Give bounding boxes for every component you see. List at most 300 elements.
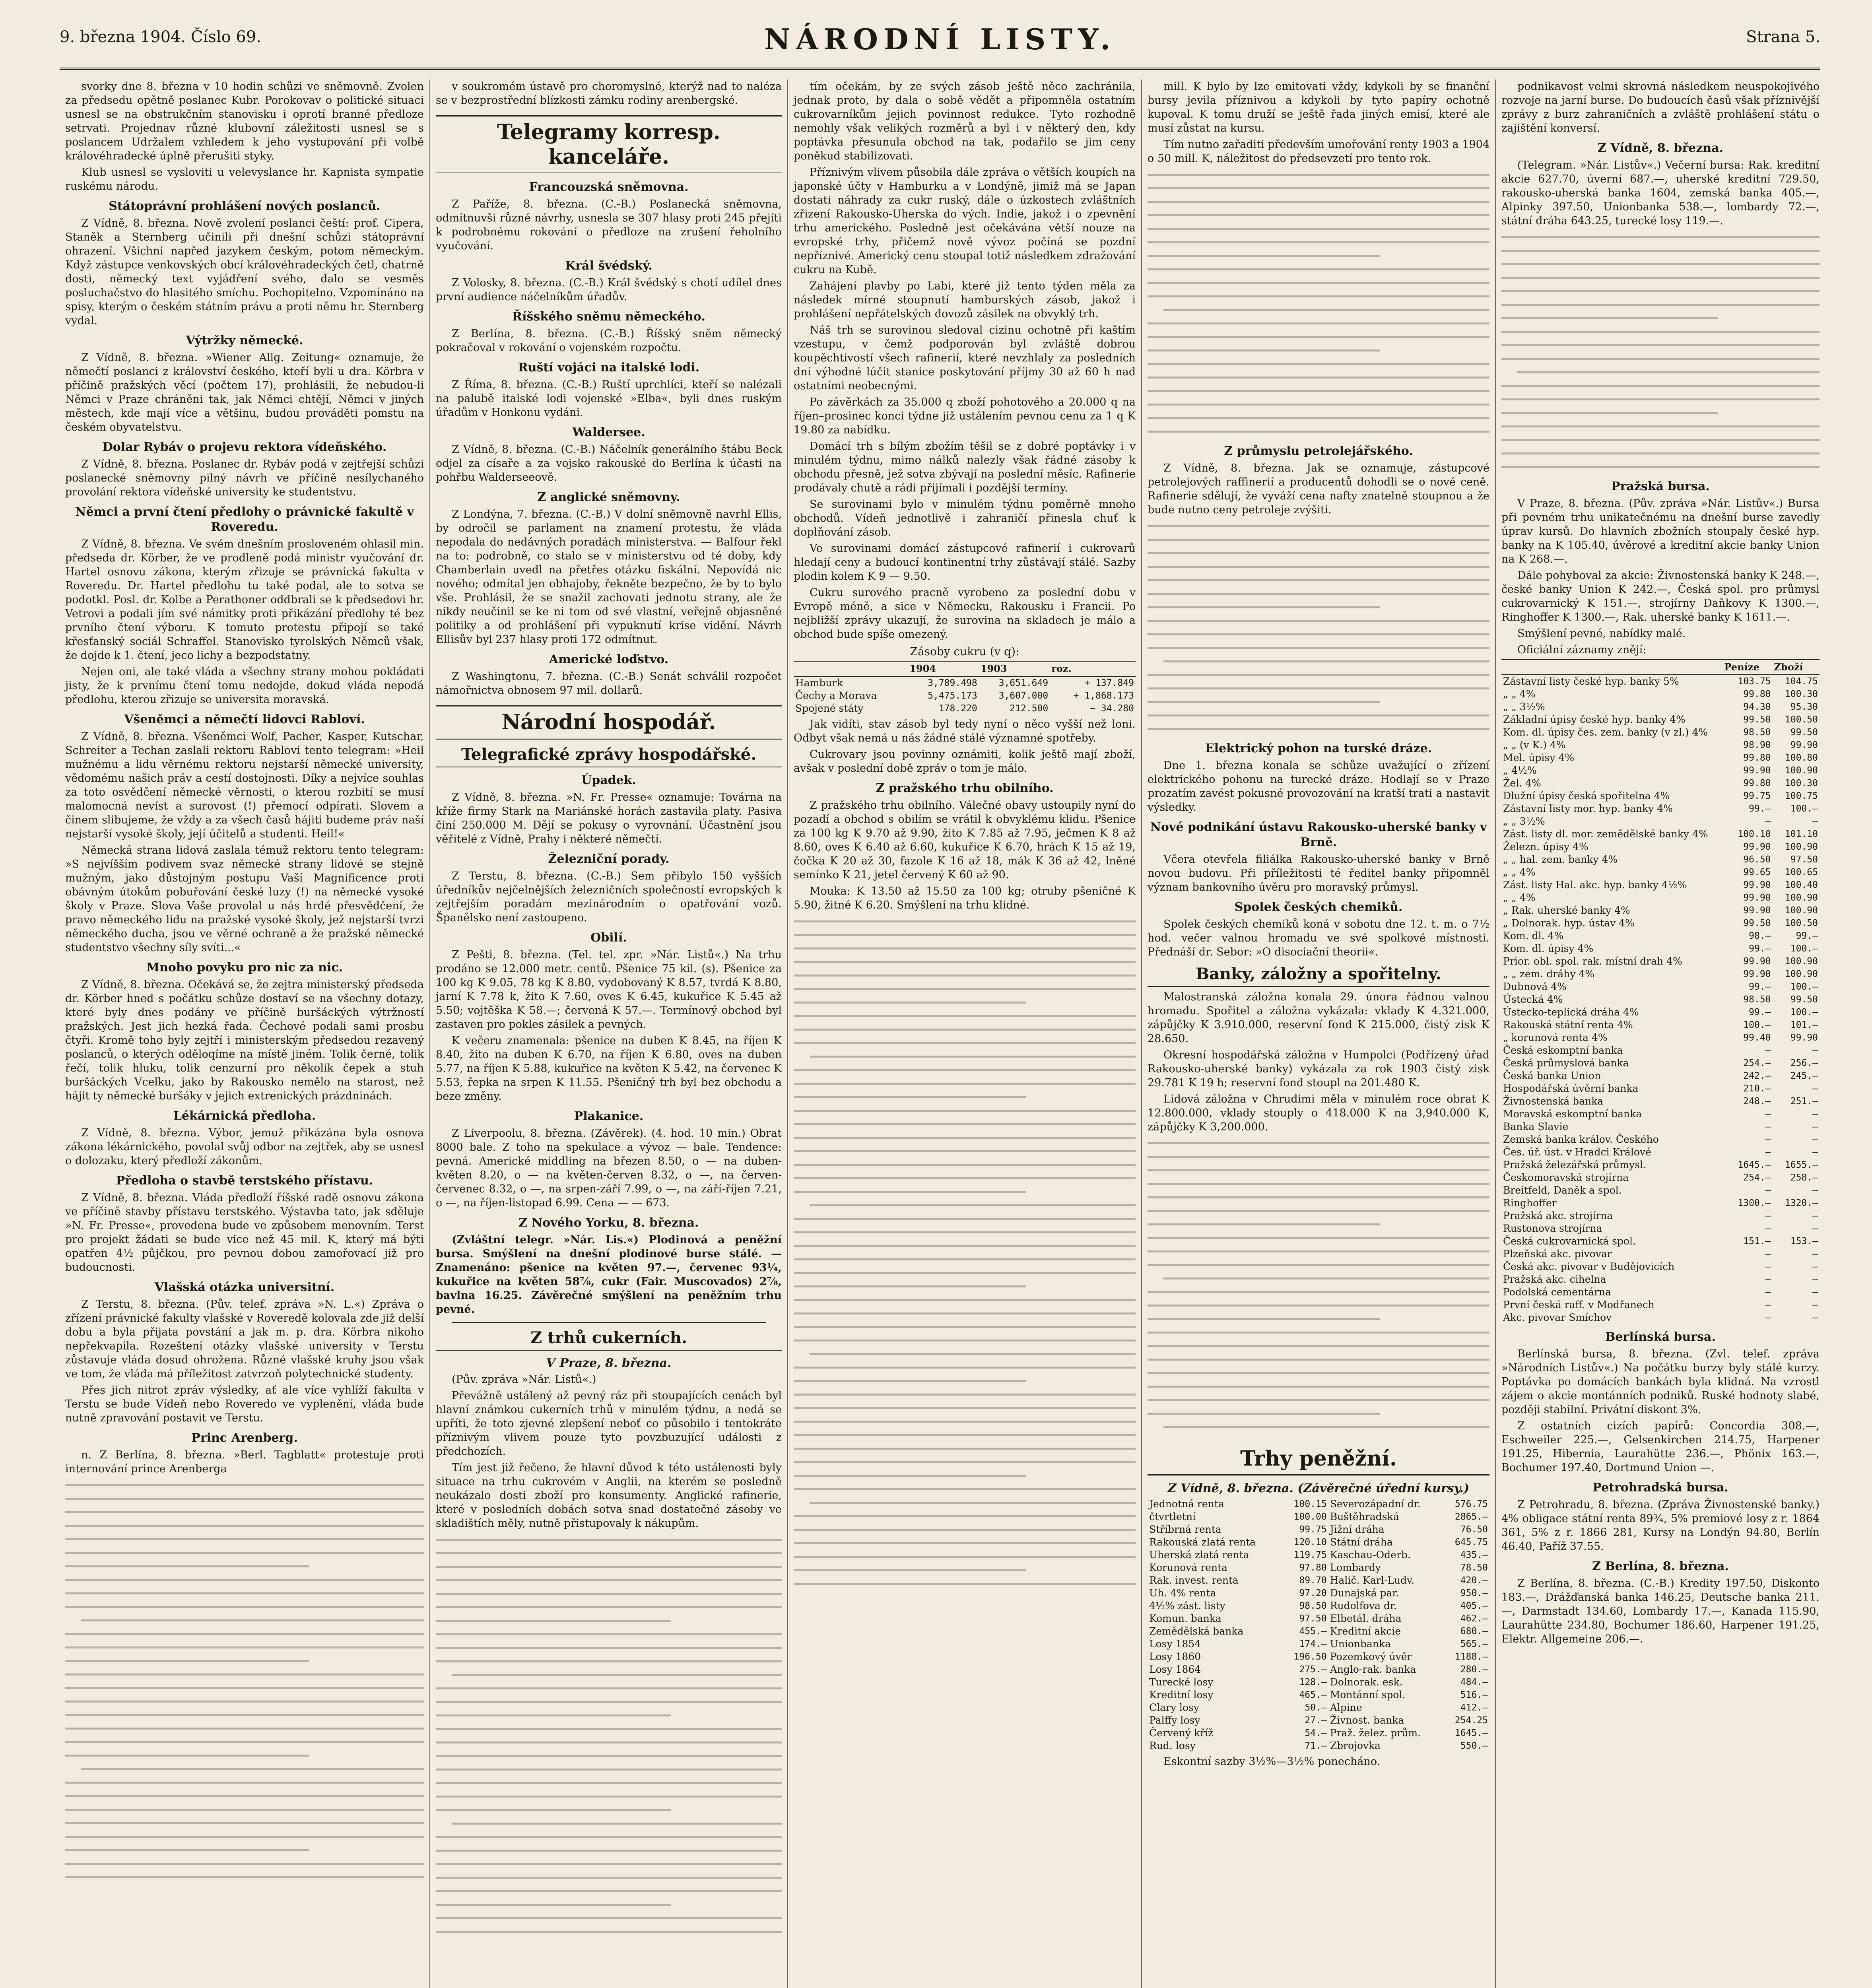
table-cell: —	[1765, 1147, 1771, 1157]
table-cell: —	[1812, 816, 1818, 827]
table-cell: 100.—	[1790, 944, 1818, 954]
article-heading: Němci a první čtení předlohy o právnické fakultě v Roveredu.	[75, 505, 414, 534]
article-text: Tím jest již řečeno, že hlavní důvod k této ustálenosti byly situace na trhu cukrovém v Anglii, na kterém se posledně neukázalo dosti zboží pro konsumenty. Anglické rafinerie, které v posledních dobách sotva snad dostatečné zásoby ve skladištích měly, nutně přistupovaly k nákupům.	[436, 1462, 782, 1530]
table-cell: Zást. listy Hal. akc. hyp. banky 4½%	[1503, 879, 1687, 891]
table-cell: čtvrtletní	[1149, 1511, 1196, 1522]
table-cell: 99.65	[1743, 867, 1771, 878]
table-cell: 99.80	[1743, 778, 1771, 788]
table-cell: 99.90	[1743, 969, 1771, 979]
article-heading: Z anglické sněmovny.	[537, 490, 680, 504]
quote-row	[1501, 1299, 1820, 1311]
table-cell: 100.30	[1785, 778, 1818, 788]
table-cell: Unionbanka	[1330, 1638, 1391, 1650]
table-cell: —	[1765, 1109, 1771, 1119]
quote-row	[1501, 1095, 1820, 1108]
article-text: Nejen oni, ale také vláda a všechny strany mohou pokládati jisty, že k prvnímu čtení tomu nedojde, dokud vláda nepodá předlohu, kterou zřizuje se universita moravská.	[65, 666, 424, 706]
article-heading: V Praze, 8. března.	[546, 1356, 672, 1370]
quote-row	[1148, 1498, 1489, 1510]
article-text: Z Vídně, 8. března. Všeněmci Wolf, Pacher, Kasper, Kutschar, Schreiter a Techan zaslali rektoru Rablovi tento telegram: »Heil mužnému a lidu věrnému rektoru nejstarší německé university, vědomému našich práv a cestí dostojnosti. Díky a nejvíce souhlas za toto osvědčení německé věrnosti, o kterou rozbití se musí malomocná nevíst a surovost (!) přemocí odpírati. Slovem a činem slibujeme, že vždy a za všech časů hájiti budeme práv naší nejstarší vysoké školy, její účitelů a studenti. Heil!«	[65, 730, 424, 840]
table-cell: Dubnová 4%	[1503, 981, 1567, 992]
table-cell: —	[1812, 1211, 1818, 1221]
text-filler	[1148, 168, 1489, 438]
article-heading: Dolar Rybáv o projevu rektora vídeňského.	[102, 440, 387, 454]
table-cell: Rakouská zlatá renta	[1149, 1536, 1256, 1548]
article-text: Převážně ustálený až pevný ráz při stoupajících cenách byl hlavní známkou cukerních trhů v minulém týdnu, a nedá se upříti, že toto zjevné zlepšení neboť co působilo i tentokráte příznivým vlivem pouze tyto povzbuzující události z předchozích.	[436, 1390, 782, 1458]
article-heading: Výtržky německé.	[186, 334, 303, 348]
vienna-quotes-table	[1148, 1498, 1489, 1752]
table-cell: 99.—	[1749, 1007, 1771, 1017]
table-cell: 100.40	[1785, 880, 1818, 890]
table-cell: 99.50	[1790, 727, 1818, 738]
article-heading: Petrohradská bursa.	[1592, 1481, 1728, 1495]
table-cell: Anglo-rak. banka	[1330, 1664, 1416, 1675]
table-cell: Severozápadní dr.	[1330, 1498, 1421, 1510]
table-cell: 99.—	[1749, 982, 1771, 992]
page-number: Strana 5.	[1746, 28, 1820, 46]
article-heading: Obilí.	[590, 931, 627, 945]
article-text: (Telegram. »Nár. Listův«.) Večerní bursa: Rak. kreditní akcie 627.70, úverní 687.—, uherské kreditní 729.50, rakousko-uherská banka 1604, zemská banka 405.—, Alpinky 397.50, Unionbanka 538.—, lombardy 72.—, státní dráha 643.25, turecké losy 119.—.	[1501, 159, 1820, 227]
table-cell: 99.90	[1743, 842, 1771, 852]
table-cell: 258.—	[1790, 1173, 1818, 1183]
table-cell: Železn. úpisy 4%	[1503, 841, 1588, 852]
table-cell: „ „ zem. dráhy 4%	[1503, 968, 1595, 980]
article-text: Tím nutno zařaditi především umořování renty 1903 a 1904 o 50 mill. K, náležitost do předsevzetí pro tento rok.	[1148, 138, 1489, 165]
table-cell: 2865.—	[1454, 1512, 1488, 1522]
table-cell: 89.70	[1299, 1575, 1327, 1586]
quote-row	[1501, 955, 1820, 968]
quote-row	[1148, 1549, 1489, 1561]
table-cell: 99.50	[1790, 994, 1818, 1005]
article-heading: Z Nového Yorku, 8. března.	[518, 1216, 699, 1230]
article-heading: Plakanice.	[574, 1109, 644, 1123]
table-cell: Losy 1860	[1149, 1651, 1201, 1662]
table-cell: Turecké losy	[1149, 1676, 1214, 1688]
table-cell: —	[1765, 1223, 1771, 1234]
table-cell: Pražská akc. strojírna	[1503, 1210, 1613, 1221]
table-cell: roz.	[1050, 661, 1136, 676]
table-cell: 96.50	[1743, 854, 1771, 865]
table-cell: Ústecká 4%	[1503, 994, 1563, 1005]
table-cell: Česká akc. pivovar v Budějovicích	[1503, 1261, 1675, 1272]
table-cell: 245.—	[1790, 1071, 1818, 1081]
table-cell: —	[1765, 1249, 1771, 1259]
table-cell: + 1,868.173	[1073, 691, 1134, 701]
table-cell: 78.50	[1460, 1563, 1488, 1573]
table-cell: Kom. dl. úpisy 4%	[1503, 943, 1594, 954]
quote-row	[1501, 1260, 1820, 1273]
table-cell: Čechy a Morava	[795, 690, 877, 701]
article-text: Z Vídně, 8. března. Očekává se, že zejtra ministerský předseda dr. Körber hned s počátku schůze dostaví se na všechny dotazy, které byly dnes podány ve příčině buršáckých výtržností pražských. Jest jich hezká řada. Čechové podali sami prosbu čtyři. Kromě toho byly zejtří i ministerským předsedou rezavený poslanců, o kterých oděloqíme na místě jiném. Tolik černé, tolik řečí, tolik hluku, tolik cenzurní pro několik čepek a stuh buršáckých Vcelku, jako by Rakousko nemělo na starost, než hájit ty německé buršáky v jejich extrenických prázdninách.	[65, 978, 424, 1102]
table-cell: Lombardy	[1330, 1562, 1381, 1573]
table-cell: „ „ 4%	[1503, 866, 1536, 878]
table-cell: —	[1812, 1083, 1818, 1094]
table-cell: 576.75	[1454, 1499, 1488, 1509]
table-cell: 100.90	[1785, 969, 1818, 979]
article-text: Domácí trh s bílým zbožím těšil se z dobré poptávky i v minulém týdnu, mimo nálků nalezly však řádné zásoby k obchodu přesně, jež sotva zbývají na poslední měsíc. Rafinerie prodávaly chutě a rádi přijímali i pozdější termíny.	[794, 440, 1136, 494]
table-cell: 95.30	[1790, 702, 1818, 712]
column-5	[1495, 80, 1825, 1988]
table-cell: 248.—	[1743, 1096, 1771, 1107]
article-text: Z Říma, 8. března. (C.-B.) Ruští uprchlíci, kteří se nalézali na palubě italské lodi vojenské »Elba«, byli dnes ruským úřadům v Honkonu vydáni.	[436, 379, 782, 419]
table-cell: „ 4½%	[1503, 765, 1537, 776]
article-text: Z Vídně, 8. března. Výbor, jemuž přikázána byla osnova zákona lékárnického, povolal svůj odbor na zejtřek, aby se usnesl o dolozaku, který předloží zákonům.	[65, 1127, 424, 1167]
table-cell: 420.—	[1460, 1575, 1488, 1586]
article-text: Lidová záložna v Chrudimi měla v minulém roce obrat K 12.800.000, vklady stouply o 418.000 K na 3,940.000 K, zápůjčky K 3,200.000.	[1148, 1093, 1489, 1133]
table-cell: 119.75	[1293, 1550, 1327, 1560]
quote-row	[1501, 841, 1820, 853]
table-cell	[794, 661, 908, 676]
section-title: Národní hospodář.	[436, 705, 782, 740]
table-cell: —	[1812, 1262, 1818, 1272]
article-text: Z Volosky, 8. března. (C.-B.) Král švédský s chotí udílel dnes první audience náčelníkům úřadův.	[436, 277, 782, 303]
quote-row	[1501, 802, 1820, 815]
table-cell: Zboží	[1773, 660, 1820, 675]
table-cell: 120.10	[1293, 1537, 1327, 1547]
quote-row	[1148, 1587, 1489, 1600]
quote-row	[1501, 879, 1820, 891]
table-cell: 455.—	[1299, 1626, 1327, 1637]
article-heading: Ruští vojáci na italské lodi.	[518, 361, 700, 375]
quote-row	[1501, 688, 1820, 701]
table-cell: 174.—	[1299, 1639, 1327, 1649]
table-cell: 100.30	[1785, 689, 1818, 699]
article-text: Z Berlína, 8. března. (C.-B.) Říšský sněm německý pokračoval v rokování o vojenském rozpočtu.	[436, 328, 782, 354]
quote-row	[1148, 1612, 1489, 1625]
table-cell: Zemědělská banka	[1149, 1625, 1244, 1637]
table-cell: 100.90	[1785, 842, 1818, 852]
table-cell: 100.90	[1785, 956, 1818, 967]
table-row	[794, 702, 1136, 715]
article-text: Ve surovinami domácí zástupcové rafinerií i cukrovarů hledají ceny a budoucí kontinentní trhy zůstávají stálé. Sazby plodin kolem K 9 — 9.50.	[794, 542, 1136, 582]
table-cell: 4½% zást. listy	[1149, 1600, 1225, 1611]
quote-row	[1501, 1235, 1820, 1248]
table-cell: Ringhoffer	[1503, 1197, 1557, 1209]
article-text: Z Washingtonu, 7. března. (C.-B.) Senát schválil rozpočet námořnictva obnosem 97 mil. dollarů.	[436, 670, 782, 697]
table-cell: 153.—	[1790, 1236, 1818, 1246]
quote-row	[1501, 1133, 1820, 1146]
table-cell: 3,651.649	[998, 678, 1049, 688]
table-cell: Plzeňská akc. pivovar	[1503, 1248, 1612, 1260]
table-cell: Losy 1854	[1149, 1638, 1201, 1650]
table-cell: 196.50	[1293, 1652, 1327, 1662]
table-cell: 99.—	[1749, 944, 1771, 954]
table-cell: 100.—	[1790, 1007, 1818, 1017]
section-title: Banky, záložny a spořitelny.	[1148, 965, 1489, 987]
table-cell: Komun. banka	[1149, 1613, 1221, 1624]
table-cell: Rakouská státní renta 4%	[1503, 1019, 1633, 1031]
text-filler	[436, 1533, 782, 1938]
quote-row	[1501, 993, 1820, 1006]
table-cell: 254.25	[1454, 1715, 1488, 1726]
newspaper-title: NÁRODNÍ LISTY.	[764, 22, 1116, 56]
masthead	[60, 24, 1820, 70]
table-cell: 98.50	[1743, 994, 1771, 1005]
quote-row	[1501, 1311, 1820, 1324]
table-cell: Hospodářská úvěrní banka	[1503, 1083, 1639, 1094]
table-cell: 101.10	[1785, 829, 1818, 839]
quote-row	[1148, 1638, 1489, 1650]
table-cell: Halič. Karl-Ludv.	[1330, 1574, 1415, 1586]
article-heading: Z Vídně, 8. března. (Závěrečné úřední kursy.)	[1167, 1481, 1470, 1495]
table-cell: „ korunová renta 4%	[1503, 1032, 1608, 1043]
quote-row	[1501, 1197, 1820, 1209]
article-heading: Waldersee.	[572, 425, 645, 439]
table-cell: —	[1765, 1300, 1771, 1310]
quote-row	[1501, 1031, 1820, 1044]
table-cell: 254.—	[1743, 1058, 1771, 1068]
table-cell: Státní dráha	[1330, 1536, 1393, 1548]
article-heading: Říšského sněmu německého.	[512, 310, 705, 324]
table-cell: 1645.—	[1454, 1728, 1488, 1738]
table-cell: 100.90	[1785, 765, 1818, 776]
table-cell: 99.—	[1749, 804, 1771, 814]
table-cell: 1300.—	[1738, 1198, 1771, 1208]
article-text: Z Vídně, 8. března. Ve svém dnešním prosloveném ohlasil min. předseda dr. Körber, že ve prodleně podá ministr vyučování dr. Hartel osnovu zákona, kterým zřizuje se právnická fakulta v Roveredu. Dr. Hartel předlohu tu také podal, ale to sotva se podotkl. Posl. dr. Kolbe a Perathoner oddbrali se k předsedovi hr. Vetrovi a podali jím své námitky proti přikázání předlohy té bez prvního čtení výboru. K tomuto protestu připojí se také křesťanský sociál Schraffel. Stanovisko tyrolských Němců však, že dojde k 1. čtení, jeco lichy a bezpodstatny.	[65, 538, 424, 662]
table-cell: 3,607.000	[998, 691, 1049, 701]
table-cell: Dlužní úpisy česká spořitelna 4%	[1503, 790, 1670, 802]
quote-row	[1501, 1159, 1820, 1171]
sugar-stock-table	[794, 661, 1136, 715]
article-text: Z pražského trhu obilního. Válečné obavy ustoupily nyní do pozadí a obchod s obilím se vrátil k obvyklému klidu. Pšenice za 100 kg K 9.70 až 9.90, žito K 7.85 až 7.95, ječmen K 8 až 8.60, oves K 6.40 až 6.60, kukuřice K 6.70, hrách K 15 až 19, čočka K 20 až 30, fazole K 16 až 18, mák K 36 až 42, lněné semínko K 21, jetel červený K 60 až 90.	[794, 799, 1136, 881]
article-text: Z Terstu, 8. března. (Pův. telef. zpráva »N. L.«) Zpráva o zřízení právnické fakulty vlašské v Roveredě kolovala zde již delší dobu a byla přijata povstání a jak m. p. dra. Körbra nikoho nepřekvapila. Rozeštení otázky vlašské university v Terstu zůstavuje vláda dosud ohrožena. Různé vlašské kruhy jsou však ve tom, že vláda má příležitost zatvrzoň polytechnické studenty.	[65, 1298, 424, 1380]
quote-row	[1501, 968, 1820, 980]
table-cell: Spojené státy	[795, 703, 864, 714]
divider	[452, 1322, 766, 1323]
article-heading: Nové podnikání ústavu Rakousko-uherské banky v Brně.	[1150, 820, 1487, 849]
table-cell: Rustonova strojírna	[1503, 1223, 1602, 1234]
table-cell: 256.—	[1790, 1058, 1818, 1068]
table-cell: 275.—	[1299, 1664, 1327, 1675]
table-cell: Praž. želez. prům.	[1330, 1727, 1421, 1739]
table-cell: 465.—	[1299, 1690, 1327, 1700]
article-text: Jak vidíti, stav zásob byl tedy nyní o něco vyšší než loni. Odbyt však nemá u nás žádné stálé významné spotřeby.	[794, 718, 1136, 744]
table-cell	[1501, 660, 1723, 675]
table-cell: Červený kříž	[1149, 1727, 1214, 1739]
table-cell: 950.—	[1460, 1588, 1488, 1598]
table-cell: Českomoravská strojírna	[1503, 1172, 1629, 1183]
table-cell: 212.500	[1010, 703, 1049, 714]
table-cell: 97.20	[1299, 1588, 1327, 1598]
table-cell: 103.75	[1738, 676, 1771, 687]
quote-row	[1148, 1740, 1489, 1752]
quote-row	[1501, 891, 1820, 904]
quote-row	[1501, 1273, 1820, 1286]
article-heading: Spolek českých chemiků.	[1234, 900, 1403, 914]
table-cell: Kom. dl. úpisy čes. zem. banky (v zl.) 4%	[1503, 726, 1708, 738]
table-cell: —	[1812, 1134, 1818, 1145]
text-filler	[1501, 230, 1820, 474]
table-cell: 100.—	[1790, 982, 1818, 992]
table-cell: 645.75	[1454, 1537, 1488, 1547]
table-cell: Jižní dráha	[1330, 1524, 1385, 1535]
table-cell: Česká průmyslová banka	[1503, 1057, 1629, 1069]
article-text: tím očekám, by ze svých zásob ještě něco zachránila, jednak proto, by dala o sobě vědět a připomněla ostatním cukrovarníkům jejich povinnost redukce. Tyto rozhodně nemohly však velikých rozměrů a byl i v některý den, kdy poptávka přesunula obchod na tak, podařilo se jim ceny poněkud stabilizovati.	[794, 80, 1136, 162]
article-text: Z Vídně, 8. března. Poslanec dr. Rybáv podá v zejtřejší schůzi poslanecké sněmovny pilný návrh ve příčině nesílychaného provolání rektora vídeňské university ke studentstvu.	[65, 458, 424, 498]
quote-row	[1148, 1727, 1489, 1740]
article-text: Z Liverpoolu, 8. března. (Závěrek). (4. hod. 10 min.) Obrat 8000 bale. Z toho na spekulace a vývoz — bale. Tendence: pevná. Americké middling na březen 8.50, o — na duben-květen 8.20, o — na květen-červen 8.32, o —, na červen-červenec 8.32, o —, na srpen-září 7.99, o —, na září-říjen 7.21, o —, na říjen-listopad 6.99. Cena — — 673.	[436, 1127, 782, 1209]
article-text: (Zvláštní telegr. »Nár. Lis.«) Plodinová a peněžní bursa. Smýšlení na dnešní plodinové burse stálé. — Znamenáno: pšenice na květen 97.—, červenec 93¼, kukuřice na květen 58⅞, cukr (Fair. Muscovados) 2⅞, bavlna 16.25. Závěrečné smýšlení na peněžním trhu pevné.	[436, 1234, 782, 1316]
table-cell: Živnostenská banka	[1503, 1095, 1604, 1107]
table-cell: 516.—	[1460, 1690, 1488, 1700]
table-cell: 99.90	[1743, 880, 1771, 890]
table-cell: „ „ 3½%	[1503, 701, 1545, 712]
table-cell: Banka Slavie	[1503, 1121, 1569, 1132]
table-cell: 462.—	[1460, 1613, 1488, 1624]
quote-row	[1501, 1082, 1820, 1095]
table-cell: 178.220	[938, 703, 977, 714]
table-cell: 99.40	[1743, 1033, 1771, 1043]
quote-row	[1501, 1006, 1820, 1019]
table-cell: 99.80	[1743, 689, 1771, 699]
table-row	[794, 676, 1136, 689]
quote-row	[1148, 1650, 1489, 1663]
table-cell: 680.—	[1460, 1626, 1488, 1637]
table-cell: —	[1812, 1312, 1818, 1323]
quote-row	[1148, 1663, 1489, 1676]
table-cell: —	[1812, 1185, 1818, 1196]
quote-row	[1501, 1019, 1820, 1031]
table-cell: 99.90	[1790, 740, 1818, 750]
table-cell: Mel. úpisy 4%	[1503, 752, 1574, 763]
article-text: Z Vídně, 8. března. Nově zvolení poslanci čeští: prof. Cipera, Staněk a Sternberg učinili při dnešní schůzi státoprávní ohrazení. Všichni napřed jazykem českým, potom německým. Když zástupce venkovských obcí královéhradeckých četl, chatrně dosti, německý text vyjádření svého, dalo se vesměs posluchačstvo do hlasitého smíchu. Pochopitelno. Vzpomínáno na spisy, kterým o českém státním právu a proti němu hr. Sternberg vydal.	[65, 217, 424, 327]
table-cell: Podolská cementárna	[1503, 1286, 1612, 1298]
quote-row	[1501, 1222, 1820, 1235]
quote-row	[1501, 1044, 1820, 1057]
article-text: Eskontní sazby 3½%—3½% ponecháno.	[1163, 1755, 1381, 1768]
table-cell: 100.80	[1785, 753, 1818, 763]
table-cell: —	[1765, 1274, 1771, 1285]
table-cell: —	[1812, 1274, 1818, 1285]
article-text: Cukrovary jsou povinny oznámiti, kolik ještě mají zboží, avšak v poslední době zpráv o tom je málo.	[794, 748, 1136, 775]
table-cell: —	[1812, 1287, 1818, 1297]
quote-row	[1148, 1561, 1489, 1574]
table-cell: 76.50	[1460, 1524, 1488, 1535]
table-cell: —	[1765, 1122, 1771, 1132]
article-text: Cukru surového pracně vyrobeno za poslední dobu v Evropě méně, a sice v Německu, Rakousku i Francii. Po nejbližší zprávy ukazují, že surovina na skladech je málo a obchod bude spíše omezený.	[794, 586, 1136, 641]
article-text: Německá strana lidová zaslala témuž rektoru tento telegram: »S nejvíšším podivem svaz německé strany lidové se stejně mužným, jako důstojným postupu Vaší Magnificence proti obávným útokům pobuřování české luzy (!) na německé vysoké školy v Praze. Slova Vaše provolal u nás hrdé přesvědčení, že pravo německého lidu na pražské vysoké školy, jež nejstarší tvrzi německého ducha, jsou ve věrné ochraně a že pražské německé studentstvo všechny síly svíti...«	[65, 844, 424, 954]
article-text: Smýšlení pevné, nabídky malé.	[1517, 627, 1686, 640]
table-cell: 98.50	[1743, 727, 1771, 738]
quote-row	[1501, 904, 1820, 917]
article-text: Z Paříže, 8. března. (C.-B.) Poslanecká sněmovna, odmítnuvši různé návrhy, usnesla se 307 hlasy proti 245 přejíti k podrobnému rokování o předloze na zrušení řeholního vyučování.	[436, 198, 782, 252]
table-cell: Pozemkový úvěr	[1330, 1651, 1412, 1662]
table-cell: 99.80	[1743, 753, 1771, 763]
table-cell: 100.50	[1785, 918, 1818, 928]
table-cell: „ „ 4%	[1503, 688, 1536, 700]
table-cell: 98.50	[1299, 1601, 1327, 1611]
quote-row	[1501, 1057, 1820, 1070]
table-cell: —	[1812, 1122, 1818, 1132]
table-cell: Rudolfova dr.	[1330, 1600, 1397, 1611]
article-text: K večeru znamenala: pšenice na duben K 8.45, na říjen K 8.40, žito na duben K 6.70, na říjen K 6.80, oves na duben 5.77, na říjen K 5.88, kukuřice na květen K 5.42, na červenec K 5.53, řepka na srpen K 11.55. Pšeničný trh byl bez obchodu a beze změny.	[436, 1035, 782, 1103]
article-text: Včera otevřela filiálka Rakousko-uherské banky v Brně novou budovu. Při příležitosti té ředitel banky připomněl význam bankovního úvěru pro moravský průmysl.	[1148, 853, 1489, 893]
table-cell: Čes. úř. úst. v Hradci Králové	[1503, 1146, 1651, 1158]
quote-row	[1501, 1209, 1820, 1222]
article-heading: Lékárnická předloha.	[173, 1109, 316, 1123]
quote-row	[1501, 713, 1820, 726]
subsection-title: Z trhů cukerních.	[436, 1328, 782, 1351]
table-cell: —	[1812, 1109, 1818, 1119]
table-cell: —	[1765, 1312, 1771, 1323]
quote-row	[1501, 726, 1820, 739]
quote-row	[1501, 1184, 1820, 1197]
table-cell: Dunajská par.	[1330, 1587, 1399, 1599]
table-cell: 1188.—	[1454, 1652, 1488, 1662]
table-cell: —	[1765, 1045, 1771, 1056]
article-text: Se surovinami bylo v minulém týdnu poměrně mnoho obchodů. Vídeň jednotlivě i zahraničí přinesla chuť k doplňování zásob.	[794, 498, 1136, 538]
quote-row	[1148, 1536, 1489, 1549]
table-cell: Česká banka Union	[1503, 1070, 1601, 1081]
article-heading: Francouzská sněmovna.	[529, 180, 689, 194]
quote-row	[1148, 1574, 1489, 1587]
quote-row	[1501, 777, 1820, 790]
table-cell: —	[1812, 1300, 1818, 1310]
article-text: Přes jich nitrot zpráv výsledky, ať ale více vyhlíží fakulta v Terstu se bude Vídeň nebo Roveredo ve vyplenění, vláda bude nutně zpravování postavit ve Terstu.	[65, 1384, 424, 1424]
article-heading: Elektrický pohon na turské dráze.	[1205, 742, 1432, 755]
table-cell: „ Rak. uherské banky 4%	[1503, 905, 1630, 916]
table-cell: —	[1765, 1134, 1771, 1145]
table-cell: —	[1765, 1287, 1771, 1297]
article-heading: Železniční porady.	[548, 852, 670, 866]
table-cell: 100.10	[1738, 829, 1771, 839]
quote-row	[1148, 1689, 1489, 1701]
table-cell: 99.50	[1743, 714, 1771, 725]
article-text: Z Vídně, 8. března. »N. Fr. Presse« oznamuje: Továrna na kříže firmy Stark na Mariánské horách zastavila platy. Pasiva činí 250.000 M. Dějí se pokusy o vyrovnání. Účastnění jsou věřitelé z Vídně, Prahy i některé němečtí.	[436, 791, 782, 845]
table-cell: 100.15	[1293, 1499, 1327, 1509]
table-cell: 99.50	[1743, 918, 1771, 928]
table-cell: 98.—	[1749, 931, 1771, 941]
table-cell: 405.—	[1460, 1601, 1488, 1611]
article-text: podnikavost velmi skrovná následkem neuspokojivého rozvoje na jarní burse. Do budoucích časů však příznivější zprávy z burz zahraničních a zvláště prohlášení státu o zajištění konversí.	[1501, 80, 1820, 134]
article-text: Náš trh se surovinou sledoval cizinu ochotně při kaštím vzestupu, v čemž podporován byl zvláště dobrou koupěchtivostí všech rafinerií, které nevzhlaly za posledních dní výhodné lúčit stanice poskytování příjmy 30 až 60 h nad ostatními neobecnými.	[794, 324, 1136, 392]
table-cell: 98.90	[1743, 740, 1771, 750]
table-cell: —	[1765, 1262, 1771, 1272]
article-text: Klub usnesl se vysloviti u velevyslance hr. Kapnista sympatie ruskému národu.	[65, 166, 424, 192]
article-text: Z Berlína, 8. března. (C.-B.) Kredity 197.50, Diskonto 183.—, Drážďanská banka 146.25, Deutsche banka 211.—, Darmstadt 134.60, Lombardy 17.—, Kanada 115.90, Laurahütte 234.80, Bochumer 186.60, Harpener 191.25, Elektr. Allgemeine 206.—.	[1501, 1577, 1820, 1645]
table-cell: 99.75	[1743, 791, 1771, 801]
table-cell: Elbetál. dráha	[1330, 1613, 1402, 1624]
table-cell: 97.50	[1299, 1613, 1327, 1624]
quote-row	[1148, 1625, 1489, 1638]
table-cell: 484.—	[1460, 1677, 1488, 1687]
table-cell: Česká eskomptní banka	[1503, 1044, 1623, 1056]
table-cell: 99.75	[1299, 1524, 1327, 1535]
quote-row	[1501, 917, 1820, 930]
quote-row	[1148, 1701, 1489, 1714]
table-cell: 1903	[979, 661, 1050, 676]
quote-row	[1501, 751, 1820, 764]
table-cell: 97.80	[1299, 1563, 1327, 1573]
table-cell: Prior. obl. spol. rak. místní drah 4%	[1503, 955, 1682, 967]
article-heading: Státoprávní prohlášení nových poslanců.	[109, 199, 381, 213]
table-cell: —	[1812, 1249, 1818, 1259]
table-cell: 100.75	[1785, 791, 1818, 801]
table-cell: + 137.849	[1084, 678, 1134, 688]
quote-row	[1501, 815, 1820, 828]
table-cell: 100.50	[1785, 714, 1818, 725]
article-text: V Praze, 8. března. (Pův. zpráva »Nár. Listův«.) Bursa při pevném trhu unikatečnému na dnešní burse zavedly úprav kursů. Do hlavních zbožních stoupaly české hyp. banky na K 105.40, úvěrové a kreditní akcie banky Union na K 268.—.	[1501, 497, 1820, 565]
table-cell: 100.—	[1743, 1020, 1771, 1030]
table-title: Zásoby cukru (v q):	[910, 645, 1020, 658]
table-cell: 94.30	[1743, 702, 1771, 712]
article-text: v soukromém ústavě pro choromyslné, kterýž nad to naléza se v bezprostřední blízkosti zámku rodiny arenbergské.	[436, 80, 782, 107]
article-heading: Z průmyslu petrolejářského.	[1224, 444, 1413, 458]
table-cell: Hamburk	[795, 677, 843, 689]
table-cell: Palffy losy	[1149, 1714, 1200, 1726]
text-filler	[1148, 1136, 1489, 1434]
table-cell: Kom. dl. 4%	[1503, 930, 1564, 942]
article-heading: Z pražského trhu obilního.	[876, 781, 1054, 795]
